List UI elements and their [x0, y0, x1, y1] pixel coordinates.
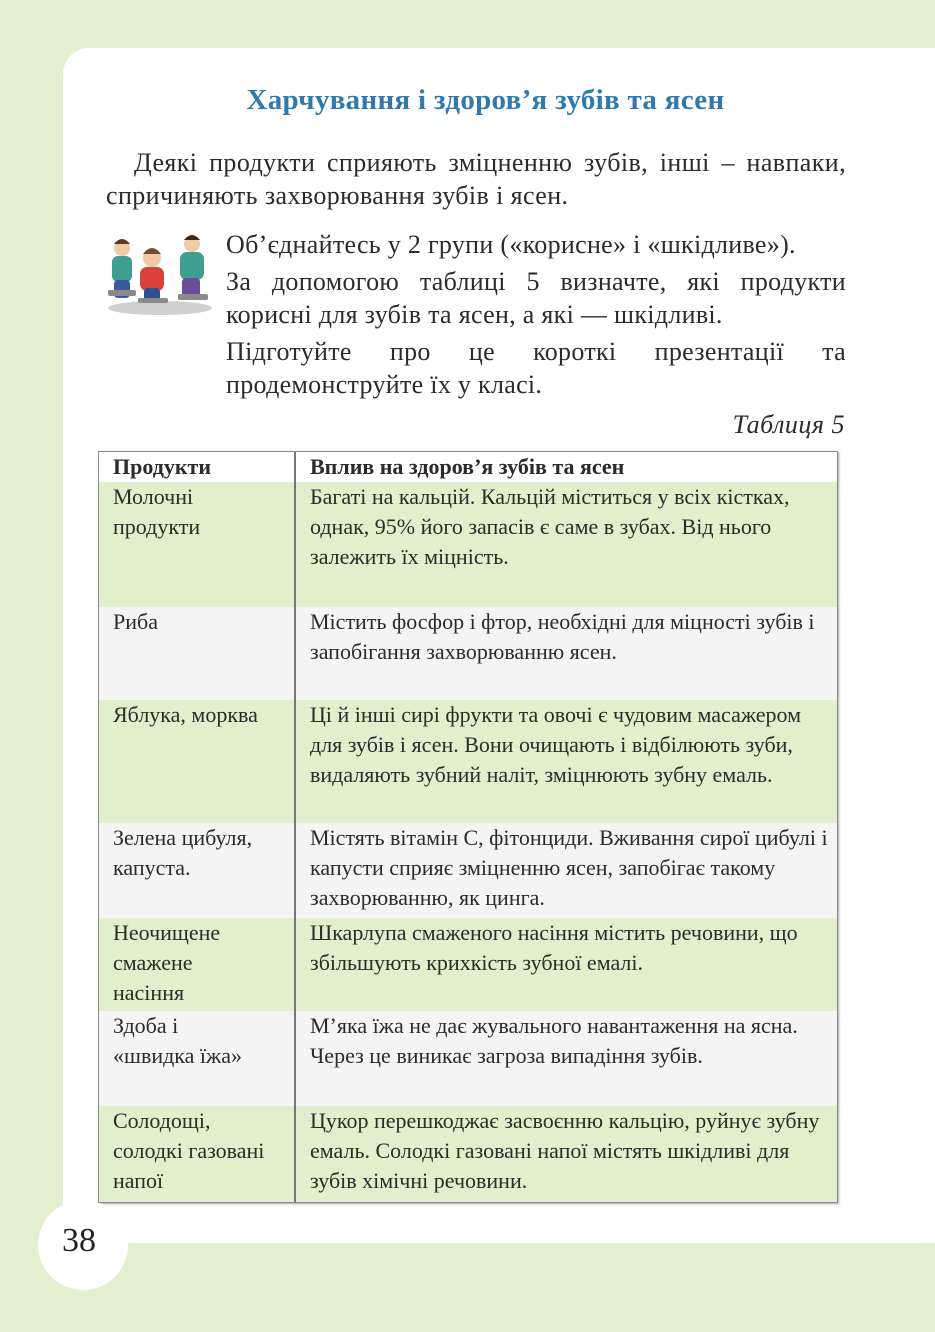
effect-cell: М’яка їжа не дає жувального навантаження на ясна. Через це виникає загроза випадіння зубів.: [310, 1013, 798, 1068]
effect-cell: Шкарлупа смаженого насіння містить речовини, що збільшують крихкість зубної емалі.: [310, 920, 798, 975]
table-row: [99, 1011, 837, 1106]
page-number: 38: [62, 1222, 96, 1259]
group-discussion-icon: [100, 228, 218, 316]
intro-paragraph: Деякі продукти сприяють зміцненню зубів, інші – навпаки, спричиняють захворювання зубів і ясен.: [106, 148, 846, 210]
product-cell: Зелена цибуля, капуста.: [113, 825, 253, 880]
table-row: [99, 482, 837, 607]
task-block: [226, 228, 846, 405]
product-cell: Молочні продукти: [113, 484, 201, 539]
task-line-table: За допомогою таблиці 5 визначте, які продукти корисні для зубів та ясен, а які — шкідливі.: [226, 267, 846, 329]
table-row: [99, 1106, 837, 1202]
effect-cell: Багаті на кальцій. Кальцій міститься у всіх кістках, однак, 95% його запасів є саме в зубах. Від нього залежить їх міцність.: [310, 484, 790, 569]
product-cell: Солодощі, солодкі газовані напої: [113, 1108, 265, 1193]
effect-cell: Містить фосфор і фтор, необхідні для міцності зубів і запобігання захворюванню ясен.: [310, 609, 815, 664]
table-row: [99, 823, 837, 918]
effect-cell: Цукор перешкоджає засвоєнню кальцію, руйнує зубну емаль. Солодкі газовані напої містять шкідливі для зубів хімічні речовини.: [310, 1108, 820, 1193]
product-cell: Риба: [113, 609, 158, 634]
nutrition-table: [98, 451, 838, 1203]
product-cell: Здоба і «швидка їжа»: [113, 1013, 242, 1068]
effect-cell: Містять вітамін С, фітонциди. Вживання сирої цибулі і капусти сприяє зміцненню ясен, запобігає такому захворюванню, як цинга.: [310, 825, 828, 910]
effect-cell: Ці й інші сирі фрукти та овочі є чудовим масажером для зубів і ясен. Вони очищають і відбілюють зуби, видаляють зубний наліт, зміцнюють зубну емаль.: [310, 702, 802, 787]
table-row: [99, 918, 837, 1011]
header-products: Продукти: [99, 452, 295, 482]
task-line-presentation: Підготуйте про це короткі презентації та продемонструйте їх у класі.: [226, 337, 846, 399]
table-row: [99, 700, 837, 823]
task-line-groups: Об’єднайтесь у 2 групи («корисне» і «шкідливе»).: [226, 230, 796, 259]
table-caption: Таблиця 5: [732, 410, 845, 439]
product-cell: Яблука, морква: [113, 702, 258, 727]
product-cell: Неочищене смажене насіння: [113, 920, 221, 1005]
header-effect: Вплив на здоров’я зубів та ясен: [295, 452, 837, 482]
table-row: [99, 607, 837, 700]
page-title: Харчування і здоров’я зубів та ясен: [246, 84, 725, 116]
